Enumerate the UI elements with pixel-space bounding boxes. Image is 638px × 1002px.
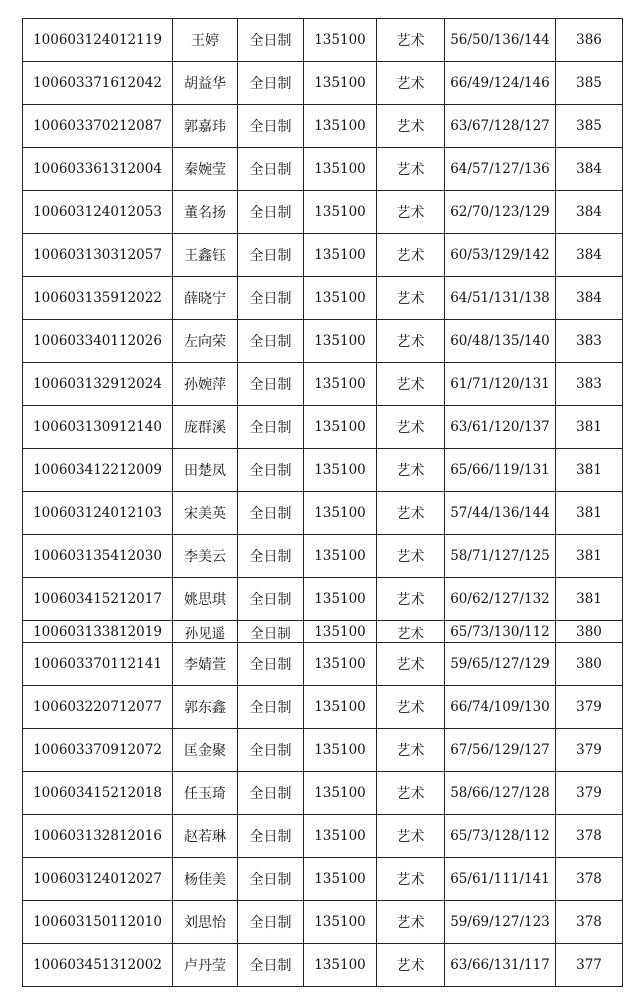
cell-name: 杨佳美 xyxy=(173,858,238,901)
table-row xyxy=(23,105,623,148)
cell-total-score: 386 xyxy=(556,19,623,62)
cell-name: 秦婉莹 xyxy=(173,148,238,191)
cell-subject-scores: 67/56/129/127 xyxy=(445,729,556,772)
cell-name: 胡益华 xyxy=(173,62,238,105)
cell-candidate-id: 100603130312057 xyxy=(23,234,173,277)
cell-study-type: 全日制 xyxy=(238,535,304,578)
cell-total-score: 379 xyxy=(556,729,623,772)
cell-study-type: 全日制 xyxy=(238,621,304,643)
cell-major: 艺术 xyxy=(377,449,445,492)
cell-subject-scores: 63/66/131/117 xyxy=(445,944,556,987)
cell-major: 艺术 xyxy=(377,191,445,234)
cell-study-type: 全日制 xyxy=(238,449,304,492)
cell-subject-scores: 66/74/109/130 xyxy=(445,686,556,729)
cell-major: 艺术 xyxy=(377,363,445,406)
cell-study-type: 全日制 xyxy=(238,772,304,815)
cell-major: 艺术 xyxy=(377,535,445,578)
cell-name: 姚思琪 xyxy=(173,578,238,621)
cell-major: 艺术 xyxy=(377,944,445,987)
table-row xyxy=(23,944,623,987)
cell-major-code: 135100 xyxy=(304,815,377,858)
cell-name: 王鑫钰 xyxy=(173,234,238,277)
cell-major: 艺术 xyxy=(377,643,445,686)
cell-study-type: 全日制 xyxy=(238,19,304,62)
cell-subject-scores: 64/51/131/138 xyxy=(445,277,556,320)
cell-major-code: 135100 xyxy=(304,19,377,62)
cell-subject-scores: 59/69/127/123 xyxy=(445,901,556,944)
cell-name: 庞群溪 xyxy=(173,406,238,449)
cell-candidate-id: 100603124012027 xyxy=(23,858,173,901)
cell-major: 艺术 xyxy=(377,277,445,320)
cell-subject-scores: 57/44/136/144 xyxy=(445,492,556,535)
cell-name: 李美云 xyxy=(173,535,238,578)
cell-study-type: 全日制 xyxy=(238,363,304,406)
cell-name: 田楚凤 xyxy=(173,449,238,492)
cell-major: 艺术 xyxy=(377,621,445,643)
cell-subject-scores: 58/71/127/125 xyxy=(445,535,556,578)
cell-study-type: 全日制 xyxy=(238,578,304,621)
cell-name: 薛晓宁 xyxy=(173,277,238,320)
cell-subject-scores: 60/53/129/142 xyxy=(445,234,556,277)
cell-subject-scores: 61/71/120/131 xyxy=(445,363,556,406)
cell-major-code: 135100 xyxy=(304,492,377,535)
cell-major-code: 135100 xyxy=(304,363,377,406)
table-row xyxy=(23,62,623,105)
cell-name: 刘思怡 xyxy=(173,901,238,944)
cell-total-score: 383 xyxy=(556,320,623,363)
cell-subject-scores: 65/61/111/141 xyxy=(445,858,556,901)
table-row xyxy=(23,578,623,621)
cell-total-score: 383 xyxy=(556,363,623,406)
cell-major-code: 135100 xyxy=(304,277,377,320)
cell-major-code: 135100 xyxy=(304,729,377,772)
table-row xyxy=(23,535,623,578)
cell-study-type: 全日制 xyxy=(238,492,304,535)
cell-study-type: 全日制 xyxy=(238,944,304,987)
cell-total-score: 384 xyxy=(556,277,623,320)
cell-major-code: 135100 xyxy=(304,406,377,449)
cell-major-code: 135100 xyxy=(304,234,377,277)
cell-major-code: 135100 xyxy=(304,535,377,578)
cell-name: 孙婉萍 xyxy=(173,363,238,406)
cell-subject-scores: 65/73/130/112 xyxy=(445,621,556,643)
table-row xyxy=(23,234,623,277)
cell-study-type: 全日制 xyxy=(238,62,304,105)
cell-subject-scores: 66/49/124/146 xyxy=(445,62,556,105)
cell-subject-scores: 65/73/128/112 xyxy=(445,815,556,858)
cell-study-type: 全日制 xyxy=(238,643,304,686)
cell-major: 艺术 xyxy=(377,19,445,62)
cell-study-type: 全日制 xyxy=(238,191,304,234)
cell-study-type: 全日制 xyxy=(238,815,304,858)
cell-study-type: 全日制 xyxy=(238,858,304,901)
cell-major-code: 135100 xyxy=(304,578,377,621)
cell-candidate-id: 100603132812016 xyxy=(23,815,173,858)
cell-total-score: 378 xyxy=(556,901,623,944)
cell-subject-scores: 58/66/127/128 xyxy=(445,772,556,815)
table-row xyxy=(23,815,623,858)
cell-total-score: 381 xyxy=(556,449,623,492)
cell-major: 艺术 xyxy=(377,148,445,191)
cell-study-type: 全日制 xyxy=(238,148,304,191)
cell-major-code: 135100 xyxy=(304,148,377,191)
cell-candidate-id: 100603412212009 xyxy=(23,449,173,492)
cell-study-type: 全日制 xyxy=(238,234,304,277)
cell-candidate-id: 100603415212018 xyxy=(23,772,173,815)
cell-candidate-id: 100603415212017 xyxy=(23,578,173,621)
table-row xyxy=(23,729,623,772)
cell-major-code: 135100 xyxy=(304,858,377,901)
cell-study-type: 全日制 xyxy=(238,686,304,729)
cell-major: 艺术 xyxy=(377,105,445,148)
cell-major-code: 135100 xyxy=(304,901,377,944)
cell-candidate-id: 100603370112141 xyxy=(23,643,173,686)
table-row xyxy=(23,19,623,62)
cell-name: 任玉琦 xyxy=(173,772,238,815)
cell-name: 王婷 xyxy=(173,19,238,62)
cell-total-score: 381 xyxy=(556,535,623,578)
cell-major: 艺术 xyxy=(377,729,445,772)
cell-subject-scores: 63/67/128/127 xyxy=(445,105,556,148)
cell-study-type: 全日制 xyxy=(238,406,304,449)
table-row xyxy=(23,191,623,234)
cell-major: 艺术 xyxy=(377,234,445,277)
table-row xyxy=(23,901,623,944)
cell-major-code: 135100 xyxy=(304,320,377,363)
table-row xyxy=(23,643,623,686)
cell-candidate-id: 100603361312004 xyxy=(23,148,173,191)
cell-major: 艺术 xyxy=(377,492,445,535)
table-row xyxy=(23,406,623,449)
table-row xyxy=(23,686,623,729)
cell-candidate-id: 100603130912140 xyxy=(23,406,173,449)
cell-total-score: 380 xyxy=(556,621,623,643)
cell-total-score: 381 xyxy=(556,578,623,621)
cell-subject-scores: 59/65/127/129 xyxy=(445,643,556,686)
cell-study-type: 全日制 xyxy=(238,277,304,320)
table-row xyxy=(23,858,623,901)
admission-list-table xyxy=(22,18,623,987)
cell-name: 郭嘉玮 xyxy=(173,105,238,148)
cell-name: 郭东鑫 xyxy=(173,686,238,729)
cell-total-score: 384 xyxy=(556,191,623,234)
table-row xyxy=(23,621,623,643)
cell-study-type: 全日制 xyxy=(238,729,304,772)
cell-candidate-id: 100603133812019 xyxy=(23,621,173,643)
cell-subject-scores: 56/50/136/144 xyxy=(445,19,556,62)
cell-name: 赵若琳 xyxy=(173,815,238,858)
cell-candidate-id: 100603370212087 xyxy=(23,105,173,148)
table-body xyxy=(23,19,623,987)
cell-study-type: 全日制 xyxy=(238,105,304,148)
table-row xyxy=(23,148,623,191)
table-row xyxy=(23,449,623,492)
cell-total-score: 380 xyxy=(556,643,623,686)
cell-candidate-id: 100603451312002 xyxy=(23,944,173,987)
cell-subject-scores: 62/70/123/129 xyxy=(445,191,556,234)
cell-name: 左向荣 xyxy=(173,320,238,363)
table-row xyxy=(23,320,623,363)
cell-candidate-id: 100603124012119 xyxy=(23,19,173,62)
cell-subject-scores: 64/57/127/136 xyxy=(445,148,556,191)
cell-major: 艺术 xyxy=(377,406,445,449)
cell-total-score: 384 xyxy=(556,148,623,191)
cell-subject-scores: 63/61/120/137 xyxy=(445,406,556,449)
cell-major: 艺术 xyxy=(377,858,445,901)
cell-name: 匡金聚 xyxy=(173,729,238,772)
cell-candidate-id: 100603124012053 xyxy=(23,191,173,234)
cell-major-code: 135100 xyxy=(304,772,377,815)
cell-subject-scores: 65/66/119/131 xyxy=(445,449,556,492)
cell-candidate-id: 100603340112026 xyxy=(23,320,173,363)
cell-total-score: 385 xyxy=(556,62,623,105)
cell-candidate-id: 100603371612042 xyxy=(23,62,173,105)
cell-major-code: 135100 xyxy=(304,62,377,105)
cell-study-type: 全日制 xyxy=(238,320,304,363)
cell-total-score: 378 xyxy=(556,815,623,858)
cell-candidate-id: 100603135912022 xyxy=(23,277,173,320)
cell-major-code: 135100 xyxy=(304,621,377,643)
cell-candidate-id: 100603124012103 xyxy=(23,492,173,535)
cell-major: 艺术 xyxy=(377,901,445,944)
cell-major-code: 135100 xyxy=(304,643,377,686)
cell-name: 孙见遥 xyxy=(173,621,238,643)
cell-total-score: 381 xyxy=(556,406,623,449)
cell-total-score: 377 xyxy=(556,944,623,987)
cell-candidate-id: 100603132912024 xyxy=(23,363,173,406)
cell-name: 宋美英 xyxy=(173,492,238,535)
cell-major-code: 135100 xyxy=(304,105,377,148)
cell-major: 艺术 xyxy=(377,815,445,858)
cell-name: 董名扬 xyxy=(173,191,238,234)
cell-major-code: 135100 xyxy=(304,449,377,492)
cell-major: 艺术 xyxy=(377,686,445,729)
cell-candidate-id: 100603220712077 xyxy=(23,686,173,729)
cell-study-type: 全日制 xyxy=(238,901,304,944)
table-row xyxy=(23,363,623,406)
cell-total-score: 378 xyxy=(556,858,623,901)
cell-name: 卢丹莹 xyxy=(173,944,238,987)
table-row xyxy=(23,277,623,320)
cell-candidate-id: 100603135412030 xyxy=(23,535,173,578)
cell-candidate-id: 100603370912072 xyxy=(23,729,173,772)
cell-major: 艺术 xyxy=(377,772,445,815)
cell-candidate-id: 100603150112010 xyxy=(23,901,173,944)
cell-major: 艺术 xyxy=(377,62,445,105)
cell-major-code: 135100 xyxy=(304,944,377,987)
cell-subject-scores: 60/62/127/132 xyxy=(445,578,556,621)
table-row xyxy=(23,492,623,535)
cell-major: 艺术 xyxy=(377,578,445,621)
cell-total-score: 381 xyxy=(556,492,623,535)
cell-subject-scores: 60/48/135/140 xyxy=(445,320,556,363)
cell-name: 李婧萱 xyxy=(173,643,238,686)
cell-total-score: 385 xyxy=(556,105,623,148)
cell-major-code: 135100 xyxy=(304,686,377,729)
cell-major-code: 135100 xyxy=(304,191,377,234)
table-row xyxy=(23,772,623,815)
cell-total-score: 384 xyxy=(556,234,623,277)
cell-total-score: 379 xyxy=(556,772,623,815)
cell-total-score: 379 xyxy=(556,686,623,729)
cell-major: 艺术 xyxy=(377,320,445,363)
